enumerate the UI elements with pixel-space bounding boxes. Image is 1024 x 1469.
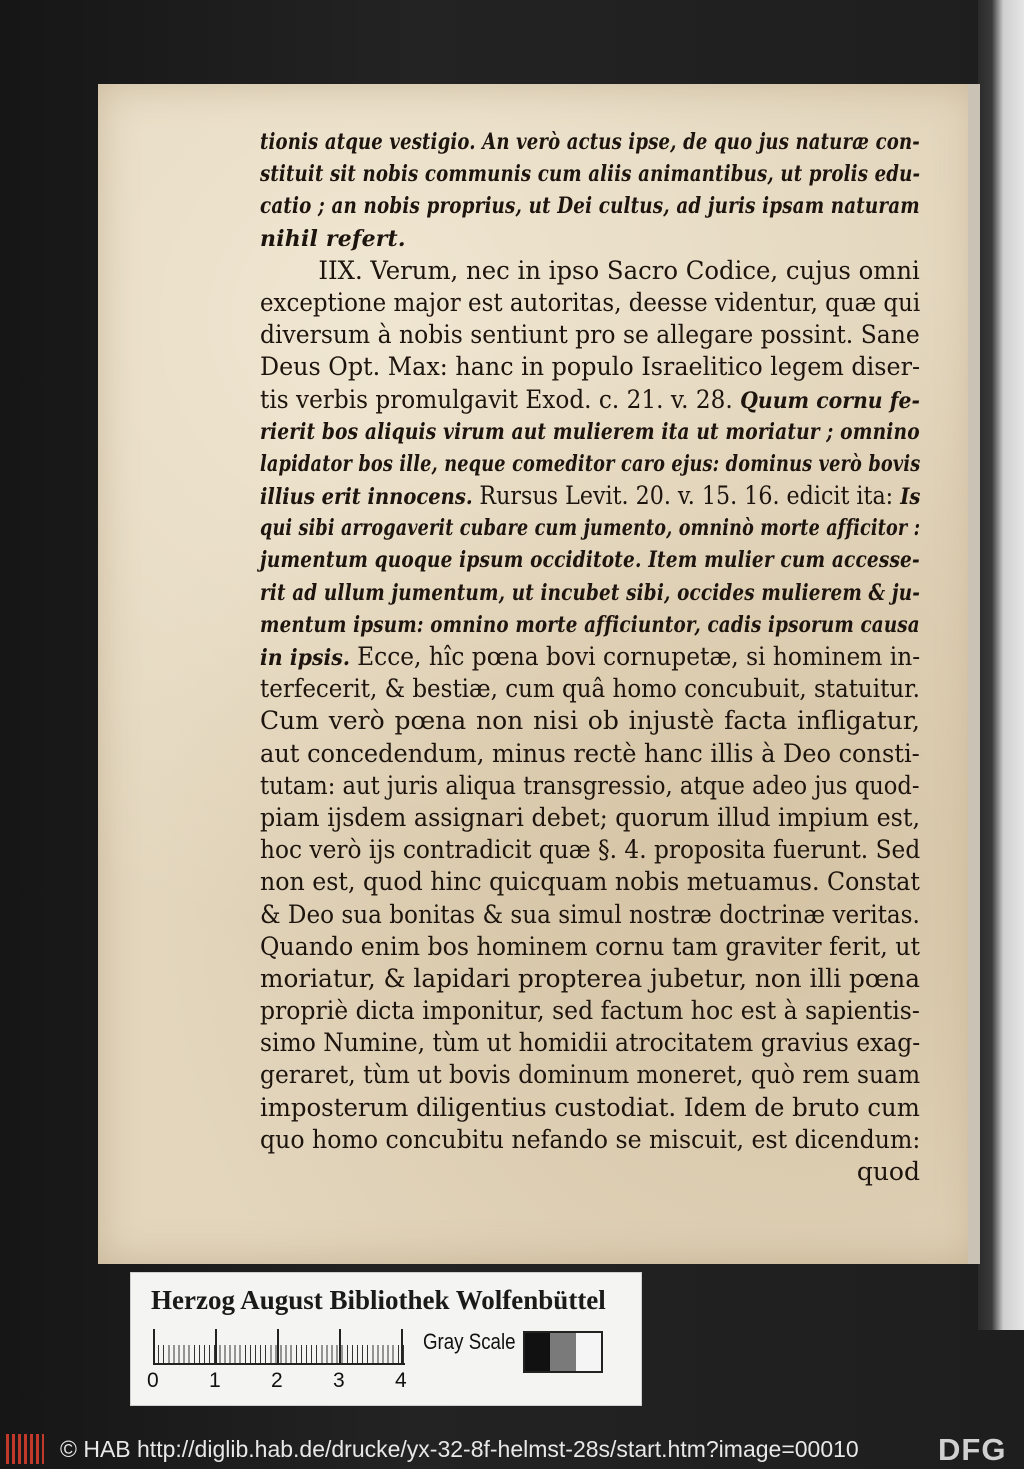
- roman-text: exceptione major est autoritas, deesse videntur, quæ qui: [260, 287, 921, 317]
- text-line: [260, 480, 921, 512]
- text-line: [260, 609, 920, 641]
- ruler-number: 0: [147, 1369, 159, 1392]
- text-line: [260, 963, 920, 995]
- text-line: [260, 512, 921, 544]
- gray-swatch: [550, 1333, 575, 1371]
- roman-text: propriè dicta imponitur, sed factum hoc est à sapientis-: [260, 996, 920, 1026]
- ruler-major-tick: [277, 1329, 279, 1363]
- roman-text: & Deo sua bonitas & sua simul nostræ doctrinæ veritas.: [260, 899, 920, 929]
- roman-text: rierit bos aliquis virum aut mulierem ita ut moriatur ; omnino: [260, 418, 920, 445]
- text-line: [260, 866, 920, 898]
- roman-text: piam ijsdem assignari debet; quorum illud impium est,: [260, 802, 921, 832]
- roman-text: IIX. Verum, nec in ipso Sacro Codice, cujus omni: [318, 255, 920, 285]
- roman-text: Deus Opt. Max: hanc in populo Israelitico legem diser-: [260, 352, 921, 382]
- text-line: [260, 1156, 920, 1188]
- roman-text: mentum ipsum: omnino morte afficiuntor, cadis ipsorum causa: [260, 611, 920, 638]
- roman-text: simo Numine, tùm ut homidii atrocitatem gravius exag-: [260, 1028, 921, 1058]
- roman-text: tionis atque vestigio. An verò actus ipse, de quo jus naturæ con-: [260, 129, 920, 155]
- roman-text: catio ; an nobis proprius, ut Dei cultus, ad juris ipsam naturam: [260, 193, 920, 220]
- text-line: [260, 351, 921, 383]
- ruler-number: 1: [209, 1369, 221, 1392]
- text-line: [260, 416, 920, 448]
- library-name: Herzog August Bibliothek Wolfenbüttel: [151, 1285, 606, 1315]
- text-line: [260, 899, 920, 931]
- text-line: [260, 126, 920, 158]
- page-edge: [968, 84, 980, 1264]
- ruler-major-tick: [401, 1329, 403, 1363]
- footer-bar: [0, 1430, 1024, 1469]
- text-line: [260, 673, 920, 705]
- italic-text: Quum cornu fe-: [740, 387, 920, 414]
- text-line: [260, 738, 920, 770]
- italic-text: in ipsis.: [260, 645, 358, 671]
- source-url[interactable]: © HAB http://diglib.hab.de/drucke/yx-32-8f-helmst-28s/start.htm?image=00010: [60, 1436, 859, 1462]
- ruler-major-tick: [215, 1329, 217, 1363]
- roman-text: tutam: aut juris aliqua transgressio, atque adeo jus quod-: [260, 770, 920, 800]
- text-line: [260, 770, 920, 802]
- text-line: [260, 255, 920, 287]
- text-line: [260, 384, 920, 416]
- text-line: [260, 1124, 921, 1156]
- text-line: [260, 190, 920, 222]
- dfg-logo: DFG: [938, 1432, 1007, 1467]
- roman-text: moriatur, & lapidari propterea jubetur, non illi pœna: [260, 963, 920, 993]
- text-line: [260, 448, 921, 480]
- roman-text: rit ad ullum jumentum, ut incubet sibi, occides mulierem & ju-: [260, 579, 921, 606]
- roman-text: quo homo concubitu nefando se miscuit, est dicendum:: [260, 1124, 921, 1154]
- roman-text: imposterum diligentius custodiat. Idem de bruto cum: [260, 1092, 920, 1122]
- ruler-numbers: [145, 1369, 425, 1395]
- text-line: [260, 705, 920, 737]
- roman-text: Rursus Levit. 20. v. 15. 16. edicit ita:: [479, 481, 901, 511]
- italic-text: Is: [900, 484, 921, 511]
- italic-text: illius erit innocens.: [260, 484, 480, 511]
- roman-text: aut concedendum, minus rectè hanc illis à Deo consti-: [260, 738, 920, 768]
- roman-text: jumentum quoque ipsum occiditote. Item mulier cum accesse-: [260, 547, 920, 574]
- gray-scale-swatches: [523, 1331, 603, 1373]
- gray-swatch: [576, 1333, 601, 1371]
- text-line: [260, 995, 920, 1027]
- gray-swatch: [525, 1333, 550, 1371]
- text-line: [260, 641, 921, 673]
- roman-text: nihil refert.: [260, 225, 406, 252]
- ruler-major-tick: [153, 1329, 155, 1363]
- roman-text: qui sibi arrogaverit cubare cum jumento, omninò morte afficitor :: [260, 515, 921, 542]
- roman-text: Ecce, hîc pœna bovi cornupetæ, si hominem in-: [357, 642, 921, 671]
- roman-text: non est, quod hinc quicquam nobis metuamus. Constat: [260, 867, 920, 897]
- roman-text: tis verbis promulgavit Exod. c. 21. v. 28.: [260, 384, 741, 414]
- roman-text: lapidator bos ille, neque comeditor caro ejus: dominus verò bovis: [260, 450, 921, 477]
- scanner-edge: [978, 0, 1024, 1330]
- text-line: [260, 287, 921, 319]
- roman-text: Quando enim bos hominem cornu tam graviter ferit, ut: [260, 931, 920, 961]
- ruler-scale: [153, 1329, 405, 1365]
- roman-text: quod: [856, 1157, 920, 1186]
- roman-text: diversum à nobis sentiunt pro se allegare possint. Sane: [260, 320, 920, 350]
- roman-text: Cum verò pœna non nisi ob injustè facta infligatur,: [260, 706, 920, 736]
- text-line: [260, 931, 920, 963]
- roman-text: stituit sit nobis communis cum aliis animantibus, ut prolis edu-: [260, 161, 921, 188]
- text-line: [260, 834, 921, 866]
- ruler-number: 2: [271, 1369, 283, 1392]
- text-line: [260, 1059, 921, 1091]
- roman-text: hoc verò ijs contradicit quæ §. 4. proposita fuerunt. Sed: [260, 835, 921, 865]
- page-text: [260, 126, 920, 1188]
- text-line: [260, 544, 920, 576]
- color-calibration-card: [130, 1272, 642, 1406]
- ruler-major-tick: [339, 1329, 341, 1363]
- roman-text: geraret, tùm ut bovis dominum moneret, quò rem suam: [260, 1060, 921, 1090]
- text-line: [260, 1092, 920, 1124]
- text-line: [260, 577, 921, 609]
- text-line: [260, 158, 921, 190]
- gray-scale-label: Gray Scale: [423, 1329, 516, 1354]
- hab-logo-icon: [6, 1434, 44, 1464]
- text-line: [260, 1027, 921, 1059]
- text-line: [260, 319, 920, 351]
- ruler-number: 4: [395, 1369, 407, 1392]
- ruler-number: 3: [333, 1369, 345, 1392]
- text-line: [260, 223, 920, 255]
- text-line: [260, 802, 921, 834]
- roman-text: terfecerit, & bestiæ, cum quâ homo concubuit, statuitur.: [260, 674, 920, 704]
